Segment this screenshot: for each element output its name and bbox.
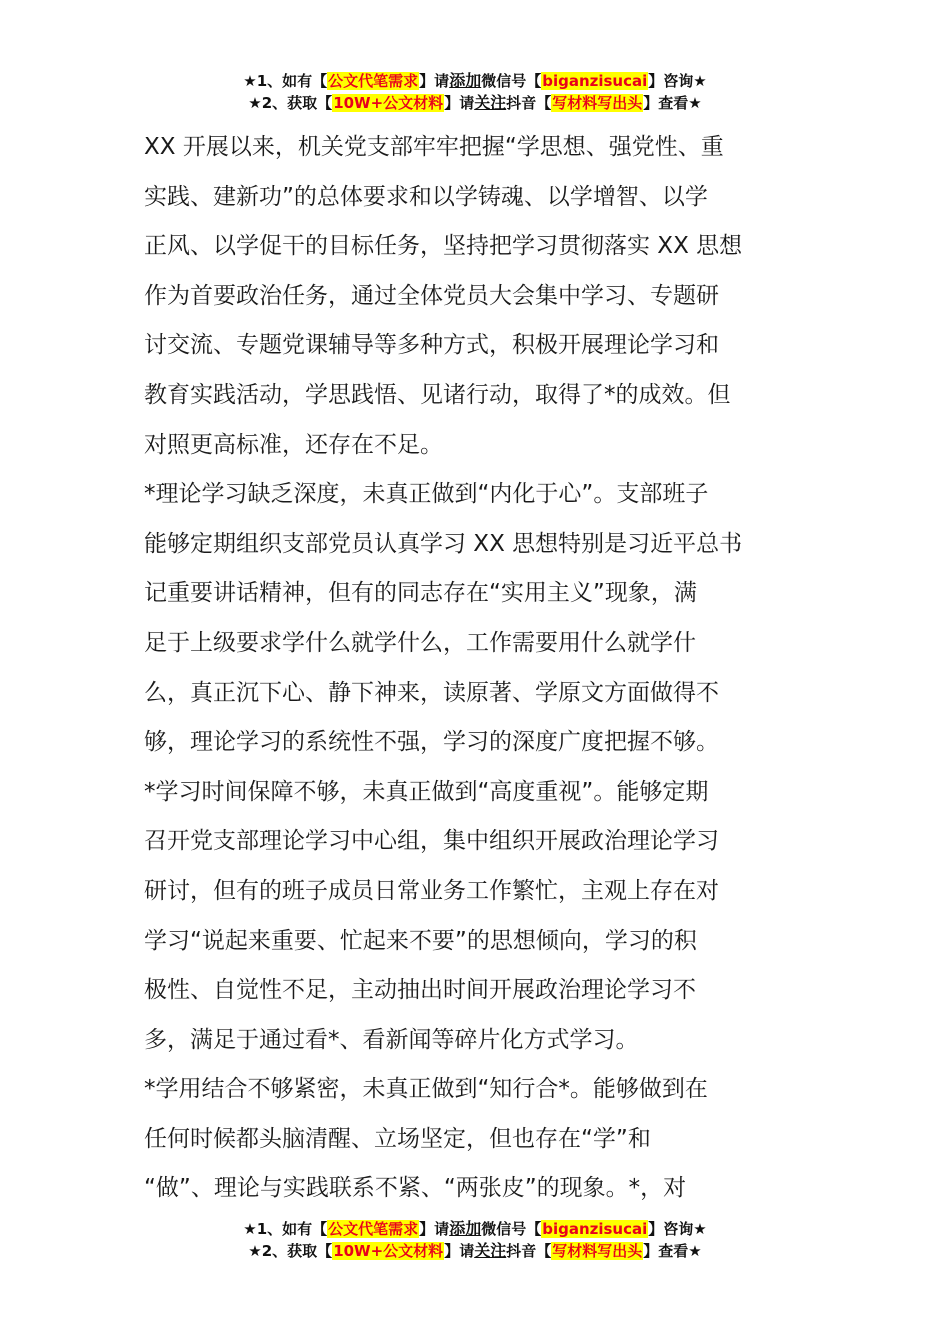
text-line: 作为首要政治任务，通过全体党员大会集中学习、专题研 bbox=[144, 282, 719, 309]
text-line: 够，理论学习的系统性不强，学习的深度广度把握不够。 bbox=[144, 729, 719, 756]
promo-line-2: ★2、获取【10W+公文材料】请关注抖音【写材料写出头】查看★ bbox=[248, 93, 702, 112]
text-line: XX 开展以来，机关党支部牢牢把握“学思想、强党性、重 bbox=[144, 134, 724, 160]
text-line: 召开党支部理论学习中心组，集中组织开展政治理论学习 bbox=[144, 828, 719, 855]
promo-banner-bottom bbox=[0, 1218, 950, 1262]
promo-line-2: ★2、获取【10W+公文材料】请关注抖音【写材料写出头】查看★ bbox=[248, 1241, 702, 1260]
text-line: *学习时间保障不够，未真正做到“高度重视”。能够定期 bbox=[144, 778, 709, 805]
wechat-id-highlight: biganzisucai bbox=[542, 72, 648, 90]
text-line: 多，满足于通过看*、看新闻等碎片化方式学习。 bbox=[144, 1026, 639, 1053]
text-line: 教育实践活动，学思践悟、见诸行动，取得了*的成效。但 bbox=[144, 381, 731, 408]
text-line: “做”、理论与实践联系不紧、“两张皮”的现象。*，对 bbox=[144, 1175, 687, 1202]
text-line: 么，真正沉下心、静下神来，读原著、学原文方面做得不 bbox=[144, 679, 719, 706]
promo-line-1: ★1、如有【公文代笔需求】请添加微信号【biganzisucai】咨询★ bbox=[243, 1219, 707, 1238]
promo-highlight: 公文代笔需求 bbox=[328, 1220, 419, 1238]
text-line: 任何时候都头脑清醒、立场坚定，但也存在“学”和 bbox=[144, 1125, 651, 1152]
text-line: 研讨，但有的班子成员日常业务工作繁忙，主观上存在对 bbox=[144, 877, 719, 904]
text-line: *学用结合不够紧密，未真正做到“知行合*。能够做到在 bbox=[144, 1076, 708, 1103]
wechat-id-highlight: biganzisucai bbox=[542, 1220, 648, 1238]
douyin-id-highlight: 写材料写出头 bbox=[552, 94, 643, 112]
promo-banner-top bbox=[0, 70, 950, 114]
text-line: 讨交流、专题党课辅导等多种方式，积极开展理论学习和 bbox=[144, 332, 719, 359]
text-line: 正风、以学促干的目标任务，坚持把学习贯彻落实 XX 思想 bbox=[144, 233, 743, 260]
text-line: 对照更高标准，还存在不足。 bbox=[144, 431, 443, 458]
text-line: 实践、建新功”的总体要求和以学铸魂、以学增智、以学 bbox=[144, 183, 708, 210]
text-line: 极性、自觉性不足，主动抽出时间开展政治理论学习不 bbox=[144, 977, 696, 1004]
text-line: 记重要讲话精神，但有的同志存在“实用主义”现象，满 bbox=[144, 580, 697, 607]
text-line: 能够定期组织支部党员认真学习 XX 思想特别是习近平总书 bbox=[144, 530, 743, 557]
promo-highlight: 10W+公文材料 bbox=[333, 94, 444, 112]
promo-line-1: ★1、如有【公文代笔需求】请添加微信号【biganzisucai】咨询★ bbox=[243, 71, 707, 90]
promo-highlight: 10W+公文材料 bbox=[333, 1242, 444, 1260]
douyin-id-highlight: 写材料写出头 bbox=[552, 1242, 643, 1260]
document-body bbox=[144, 123, 809, 1214]
text-line: *理论学习缺乏深度，未真正做到“内化于心”。支部班子 bbox=[144, 481, 709, 508]
text-line: 足于上级要求学什么就学什么，工作需要用什么就学什 bbox=[144, 629, 696, 656]
promo-highlight: 公文代笔需求 bbox=[328, 72, 419, 90]
text-line: 学习“说起来重要、忙起来不要”的思想倾向，学习的积 bbox=[144, 927, 697, 954]
